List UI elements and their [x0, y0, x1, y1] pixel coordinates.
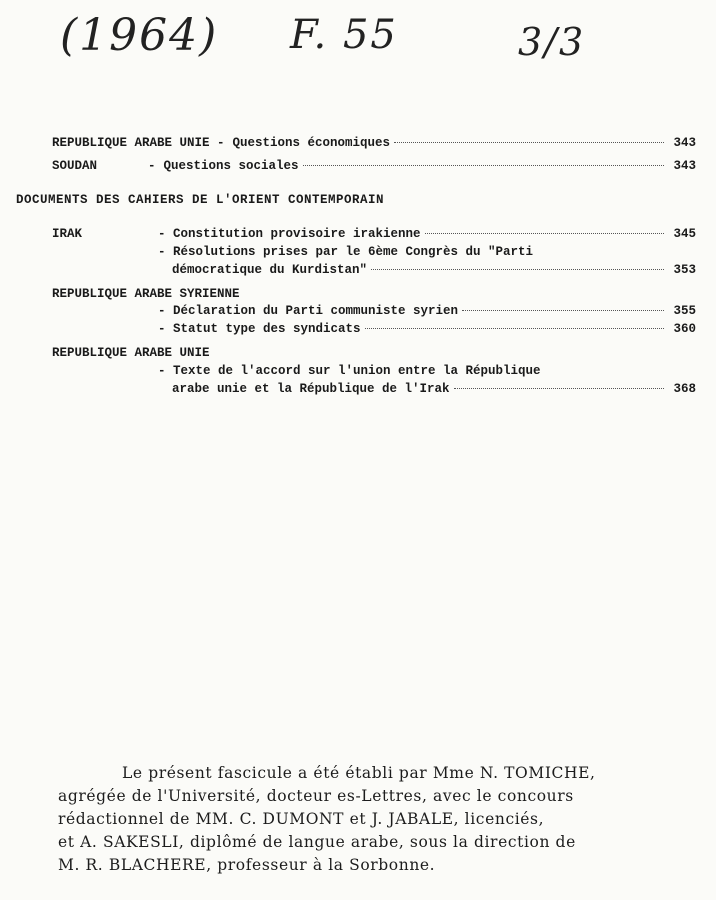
toc-title-continued: démocratique du Kurdistan": [172, 263, 368, 277]
toc-title: Questions économiques: [232, 136, 391, 150]
toc-row-rau-country: [52, 346, 696, 360]
toc-title: - Constitution provisoire irakienne: [158, 227, 421, 241]
toc-page-number: 345: [673, 227, 696, 241]
toc-page-number: 343: [673, 159, 696, 173]
toc-title: - Texte de l'accord sur l'union entre la République: [158, 364, 541, 378]
toc-title: - Statut type des syndicats: [158, 322, 361, 336]
toc-page-number: 343: [673, 136, 696, 150]
dot-leader: [394, 142, 664, 143]
dot-leader: [365, 328, 664, 329]
toc-country: IRAK: [52, 227, 83, 241]
credits-line: et A. SAKESLI, diplômé de langue arabe, sous la direction de: [58, 833, 576, 851]
toc-row-irak-2b: [172, 263, 696, 277]
toc-row-irak-1: [52, 227, 696, 241]
credits-line: [58, 762, 658, 785]
dot-leader: [462, 310, 664, 311]
toc-title: - Résolutions prises par le 6ème Congrès du "Parti: [158, 245, 534, 259]
dot-leader: [371, 269, 664, 270]
toc-row-soudan: [52, 159, 696, 173]
handwritten-fraction: 3/3: [518, 20, 586, 64]
dot-leader: [425, 233, 664, 234]
toc-country: REPUBLIQUE ARABE UNIE -: [52, 136, 225, 150]
toc-title-continued: arabe unie et la République de l'Irak: [172, 382, 450, 396]
handwritten-year: (1964): [60, 10, 219, 61]
section-heading: DOCUMENTS DES CAHIERS DE L'ORIENT CONTEMPORAIN: [16, 193, 385, 207]
toc-title: - Déclaration du Parti communiste syrien: [158, 304, 459, 318]
credits-line: rédactionnel de MM. C. DUMONT et J. JABALE, licenciés,: [58, 810, 545, 828]
toc-page-number: 355: [673, 304, 696, 318]
toc-page-number: 353: [673, 263, 696, 277]
credits-line: agrégée de l'Université, docteur es-Lettres, avec le concours: [58, 787, 574, 805]
toc-title: Questions sociales: [163, 159, 299, 173]
toc-country: SOUDAN: [52, 159, 98, 173]
dot-leader: [303, 165, 664, 166]
toc-page-number: 368: [673, 382, 696, 396]
dot-leader: [454, 388, 664, 389]
handwritten-code: F. 55: [290, 12, 398, 58]
toc-row-syrie-country: [52, 287, 696, 301]
toc-row-rau-1a: [158, 364, 696, 378]
toc-country: REPUBLIQUE ARABE UNIE: [52, 346, 210, 360]
toc-dash: -: [148, 159, 156, 173]
credits-text: Le présent fascicule a été établi par Mme N. TOMICHE,: [122, 764, 596, 782]
credits-paragraph: [58, 762, 658, 877]
toc-row-rau-economiques: [52, 136, 696, 150]
toc-row-syrie-1: [158, 304, 696, 318]
toc-row-irak-2a: [158, 245, 696, 259]
toc-country: REPUBLIQUE ARABE SYRIENNE: [52, 287, 240, 301]
toc-row-syrie-2: [158, 322, 696, 336]
credits-line: M. R. BLACHERE, professeur à la Sorbonne.: [58, 856, 436, 874]
toc-row-rau-1b: [172, 382, 696, 396]
toc-page-number: 360: [673, 322, 696, 336]
